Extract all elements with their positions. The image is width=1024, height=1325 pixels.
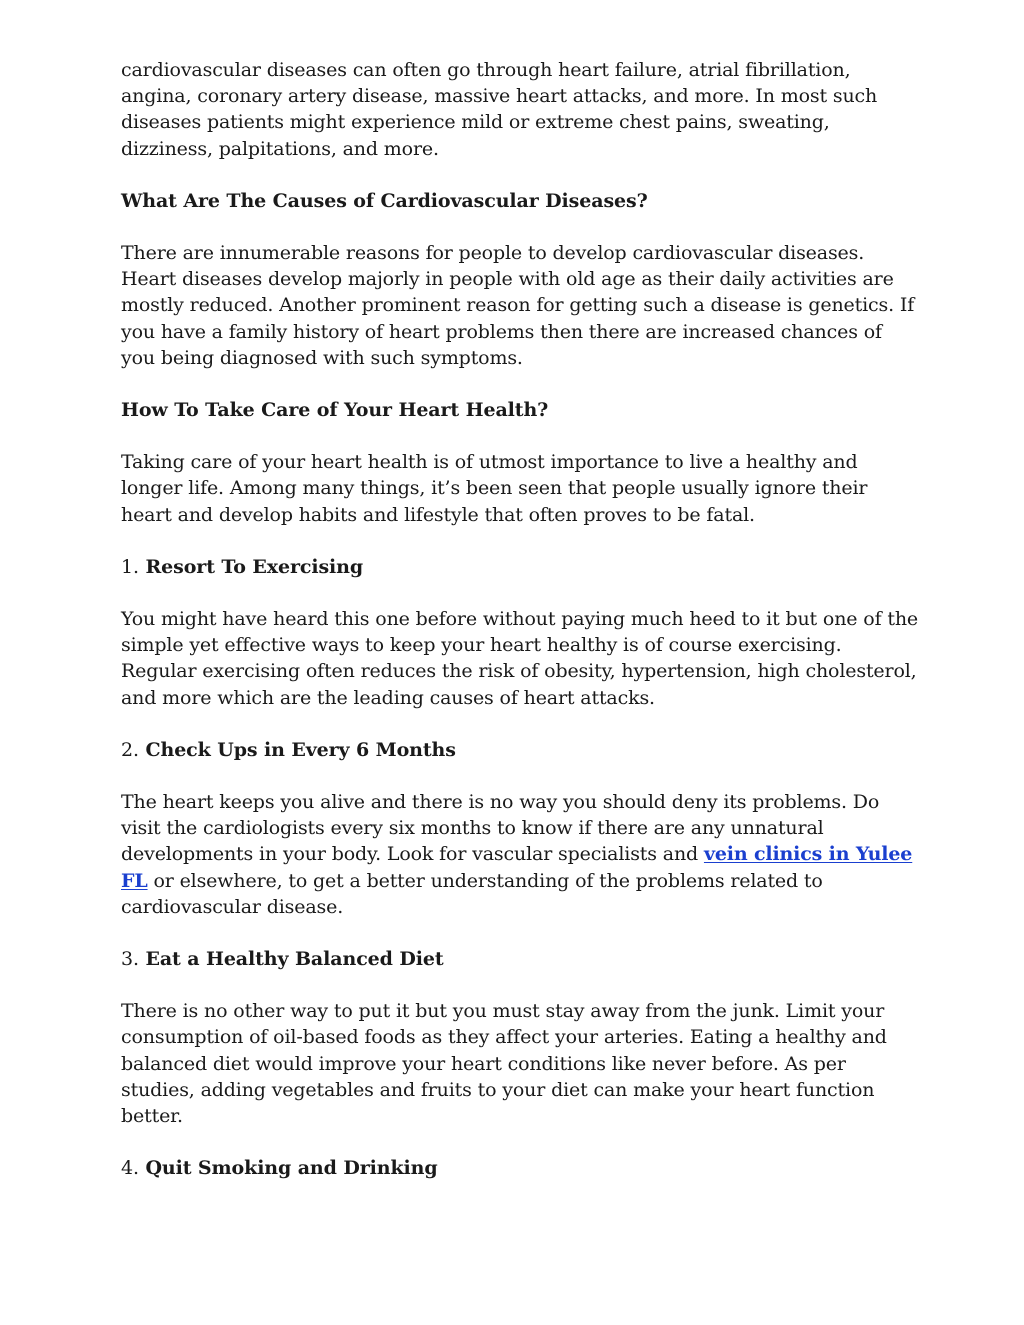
tip-2-text-after: or elsewhere, to get a better understanding of the problems related to cardiovascular disease. xyxy=(121,869,823,918)
tip-3-heading xyxy=(121,946,921,972)
tip-1-paragraph: You might have heard this one before without paying much heed to it but one of the simple yet effective ways to keep your heart healthy is of course exercising. Regular exercising often reduces the risk of obesity, hypertension, high cholesterol, and more which are the leading causes of heart attacks. xyxy=(121,608,919,709)
tip-4-title: Quit Smoking and Drinking xyxy=(145,1157,438,1180)
tip-2-number: 2. xyxy=(121,738,139,761)
care-paragraph: Taking care of your heart health is of utmost importance to live a healthy and longer life. Among many things, it’s been seen that people usually ignore their heart and develop habits and lifestyle that often proves to be fatal. xyxy=(121,451,868,526)
tip-1-number: 1. xyxy=(121,555,139,578)
tip-4-number: 4. xyxy=(121,1157,139,1180)
care-heading: How To Take Care of Your Heart Health? xyxy=(121,399,549,422)
tip-3-title: Eat a Healthy Balanced Diet xyxy=(145,948,444,971)
vein-clinics-link[interactable]: vein clinics in Yulee FL xyxy=(121,843,913,892)
tip-2-text-before: The heart keeps you alive and there is no way you should deny its problems. Do visit the cardiologists every six months to know if there are any unnatural developments in your body. Look for vascular specialists and xyxy=(121,791,880,866)
causes-heading: What Are The Causes of Cardiovascular Diseases? xyxy=(121,189,648,212)
tip-2-title: Check Ups in Every 6 Months xyxy=(145,738,456,761)
intro-paragraph: cardiovascular diseases can often go through heart failure, atrial fibrillation, angina, coronary artery disease, massive heart attacks, and more. In most such diseases patients might experience mild or extreme chest pains, sweating, dizziness, palpitations, and more. xyxy=(121,59,878,160)
tip-4-heading xyxy=(121,1155,921,1181)
tip-3-paragraph: There is no other way to put it but you must stay away from the junk. Limit your consumption of oil-based foods as they affect your arteries. Eating a healthy and balanced diet would improve your heart conditions like never before. As per studies, adding vegetables and fruits to your diet can make your heart function better. xyxy=(121,1000,887,1128)
causes-paragraph: There are innumerable reasons for people to develop cardiovascular diseases. Heart diseases develop majorly in people with old age as their daily activities are mostly reduced. Another prominent reason for getting such a disease is genetics. If you have a family history of heart problems then there are increased chances of you being diagnosed with such symptoms. xyxy=(121,242,915,369)
tip-3-number: 3. xyxy=(121,948,139,971)
tip-1-title: Resort To Exercising xyxy=(145,555,364,578)
tip-2-heading xyxy=(121,737,921,763)
tip-1-heading xyxy=(121,554,921,580)
article-body xyxy=(121,57,921,1182)
tip-2-paragraph xyxy=(121,789,921,920)
